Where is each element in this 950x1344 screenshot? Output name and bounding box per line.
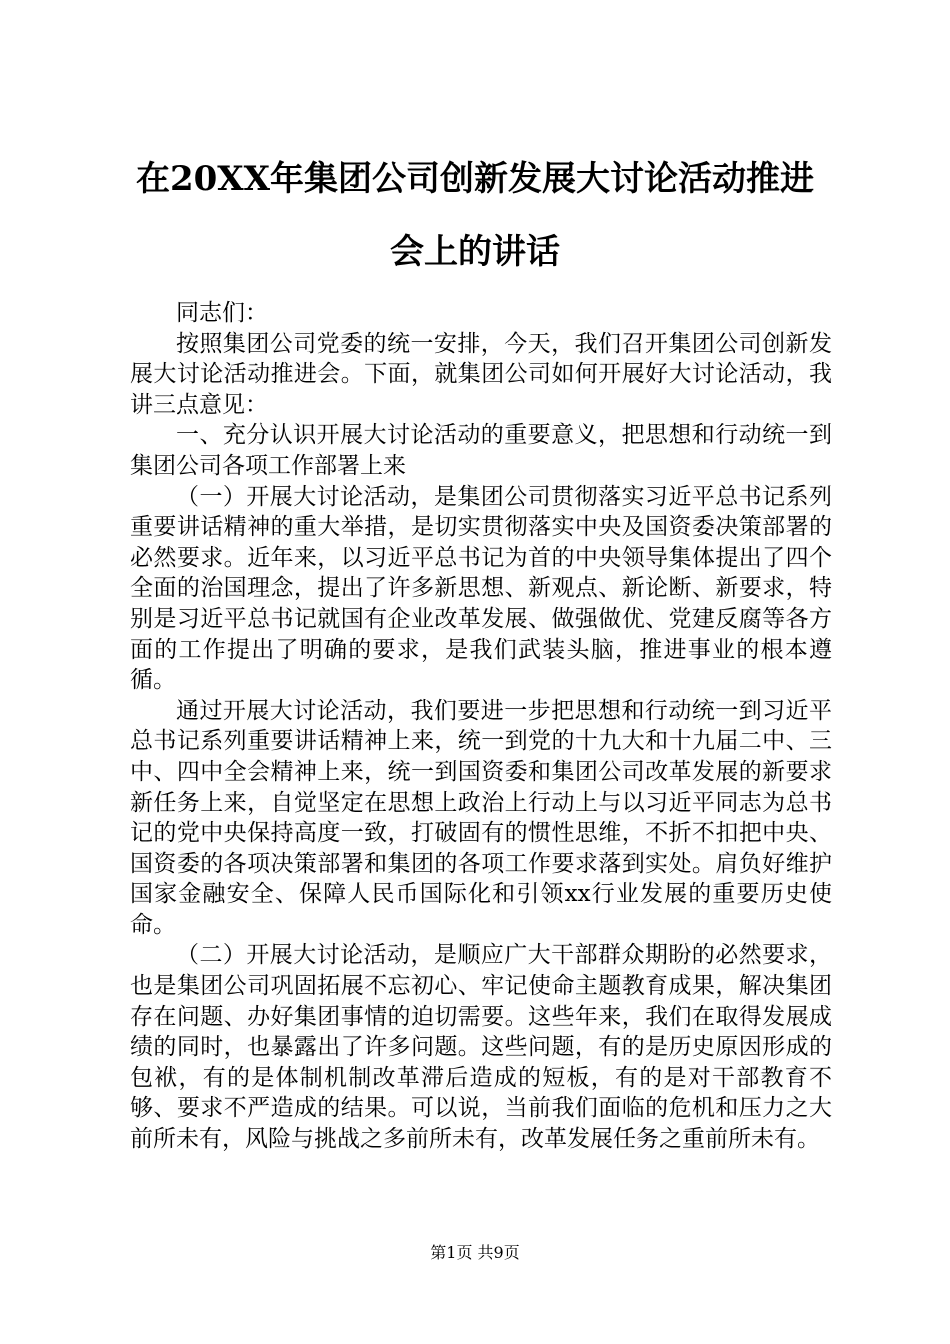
paragraph-1: （一）开展大讨论活动，是集团公司贯彻落实习近平总书记系列重要讲话精神的重大举措，是切实贯彻落实中央及国资委决策部署的必然要求。近年来，以习近平总书记为首的中央领导集体提出了四个全面的治国理念，提出了许多新思想、新观点、新论断、新要求，特别是习近平总书记就国有企业改革发展、做强做优、党建反腐等各方面的工作提出了明确的要求，是我们武装头脑，推进事业的根本遵循。 (130, 483, 832, 694)
paragraph-intro: 按照集团公司党委的统一安排，今天，我们召开集团公司创新发展大讨论活动推进会。下面，就集团公司如何开展好大讨论活动，我讲三点意见： (130, 330, 832, 418)
section-heading-1: 一、充分认识开展大讨论活动的重要意义，把思想和行动统一到集团公司各项工作部署上来 (130, 422, 832, 479)
document-title-line-1: 在20XX年集团公司创新发展大讨论活动推进 (135, 159, 815, 199)
paragraph-3: （二）开展大讨论活动，是顺应广大干部群众期盼的必然要求，也是集团公司巩固拓展不忘初心、牢记使命主题教育成果，解决集团存在问题、办好集团事情的迫切需要。这些年来，我们在取得发展成绩的同时，也暴露出了许多问题。这些问题，有的是历史原因形成的包袱，有的是体制机制改革滞后造成的短板，有的是对干部教育不够、要求不严造成的结果。可以说，当前我们面临的危机和压力之大前所未有，风险与挑战之多前所未有，改革发展任务之重前所未有。 (130, 942, 832, 1153)
salutation: 同志们： (176, 300, 268, 326)
page-footer: 第1页 共9页 (430, 1243, 520, 1262)
document-body (130, 298, 832, 1155)
paragraph-2: 通过开展大讨论活动，我们要进一步把思想和行动统一到习近平总书记系列重要讲话精神上来，统一到党的十九大和十九届二中、三中、四中全会精神上来，统一到国资委和集团公司改革发展的新要求新任务上来，自觉坚定在思想上政治上行动上与以习近平同志为总书记的党中央保持高度一致，打破固有的惯性思维，不折不扣把中央、国资委的各项决策部署和集团的各项工作要求落到实处。肩负好维护国家金融安全、保障人民币国际化和引领xx行业发展的重要历史使命。 (130, 697, 832, 938)
document-title-line-2: 会上的讲话 (390, 232, 560, 272)
